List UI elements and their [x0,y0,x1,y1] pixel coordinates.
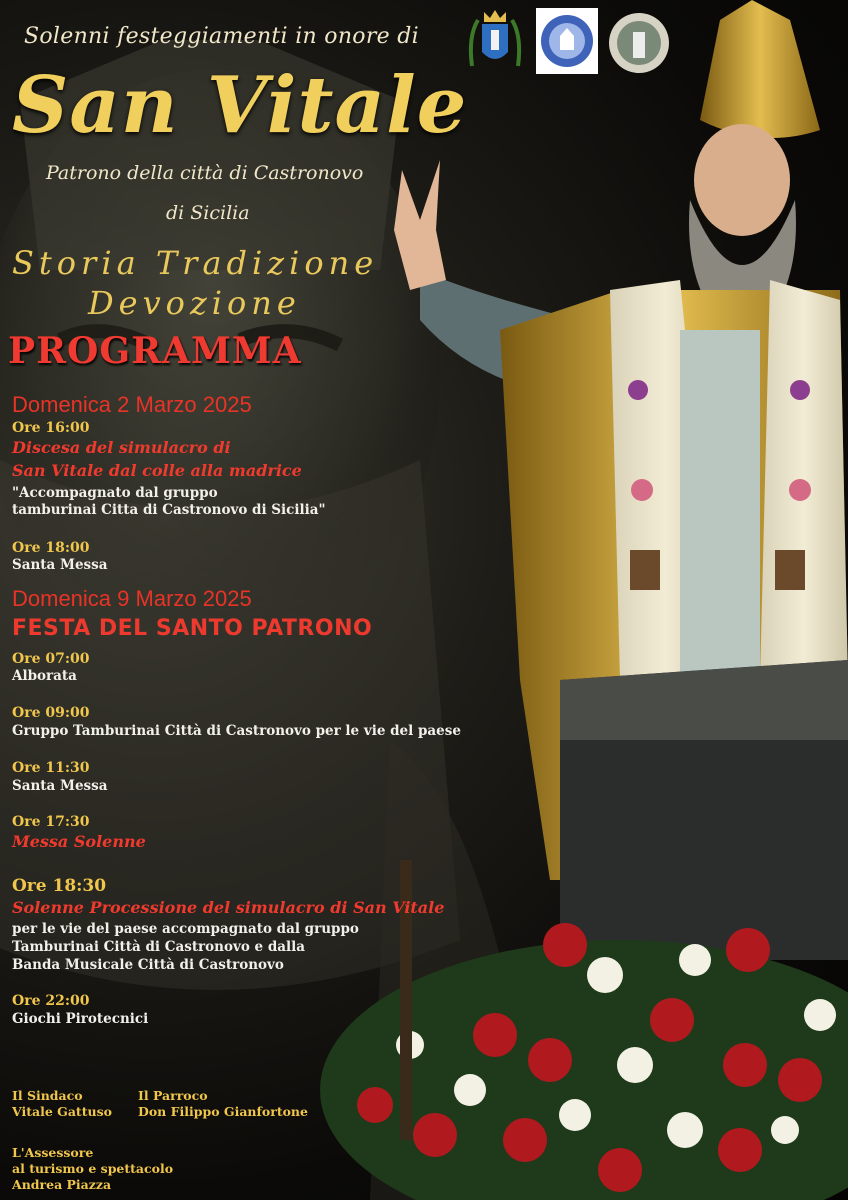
event-note-line-2: tamburinai Citta di Castronovo di Sicilia" [12,502,326,518]
priest-role: Il Parroco [138,1088,208,1103]
event-desc: Gruppo Tamburinai Città di Castronovo per le vie del paese [12,723,461,739]
tagline-line-2: Devozione [88,284,301,322]
church-emblem-icon [536,6,598,76]
signature-assessor [12,1145,173,1193]
event-time: Ore 11:30 [12,760,90,776]
coat-of-arms-icon [464,6,526,76]
patron-line-2: di Sicilia [166,202,250,224]
event-desc: Messa Solenne [12,832,146,851]
event-time: Ore 18:00 [12,540,90,556]
mayor-name: Vitale Gattuso [12,1104,112,1119]
patron-line-1: Patrono della città di Castronovo [46,162,364,184]
event-time: Ore 09:00 [12,705,90,721]
event-title-line-2: San Vitale dal colle alla madrice [12,461,302,480]
event-note-line-1: "Accompagnato dal gruppo [12,485,218,501]
event-time: Ore 17:30 [12,814,90,830]
event-desc: Santa Messa [12,557,108,573]
signature-mayor [12,1088,112,1120]
mayor-role: Il Sindaco [12,1088,83,1103]
priest-name: Don Filippo Gianfortone [138,1104,308,1119]
event-time: Ore 22:00 [12,993,90,1009]
poster-title: San Vitale [12,60,468,151]
event-desc: Giochi Pirotecnici [12,1011,149,1027]
committee-badge-icon [608,6,670,76]
event-time: Ore 07:00 [12,651,90,667]
festa-heading: FESTA DEL SANTO PATRONO [12,616,373,641]
event-time: Ore 18:30 [12,876,107,896]
day-1-date: Domenica 2 Marzo 2025 [12,392,252,417]
assessor-name: Andrea Piazza [12,1177,112,1192]
tagline-line-1: Storia Tradizione [12,244,379,282]
event-title-line-1: Discesa del simulacro di [12,438,231,457]
poster-subtitle: Solenni festeggiamenti in onore di [24,24,419,49]
day-2-date: Domenica 9 Marzo 2025 [12,586,252,611]
program-heading: PROGRAMMA [8,330,302,372]
event-desc: Santa Messa [12,778,108,794]
assessor-line-1: L'Assessore [12,1145,94,1160]
event-desc-line-2: Tamburinai Città di Castronovo e dalla [12,939,306,955]
event-desc-line-3: Banda Musicale Città di Castronovo [12,957,284,973]
event-title: Solenne Processione del simulacro di San Vitale [12,898,445,917]
event-desc-line-1: per le vie del paese accompagnato dal gruppo [12,921,359,937]
signature-priest [138,1088,308,1120]
event-desc: Alborata [12,668,77,684]
assessor-line-2: al turismo e spettacolo [12,1161,174,1176]
event-time: Ore 16:00 [12,420,90,436]
